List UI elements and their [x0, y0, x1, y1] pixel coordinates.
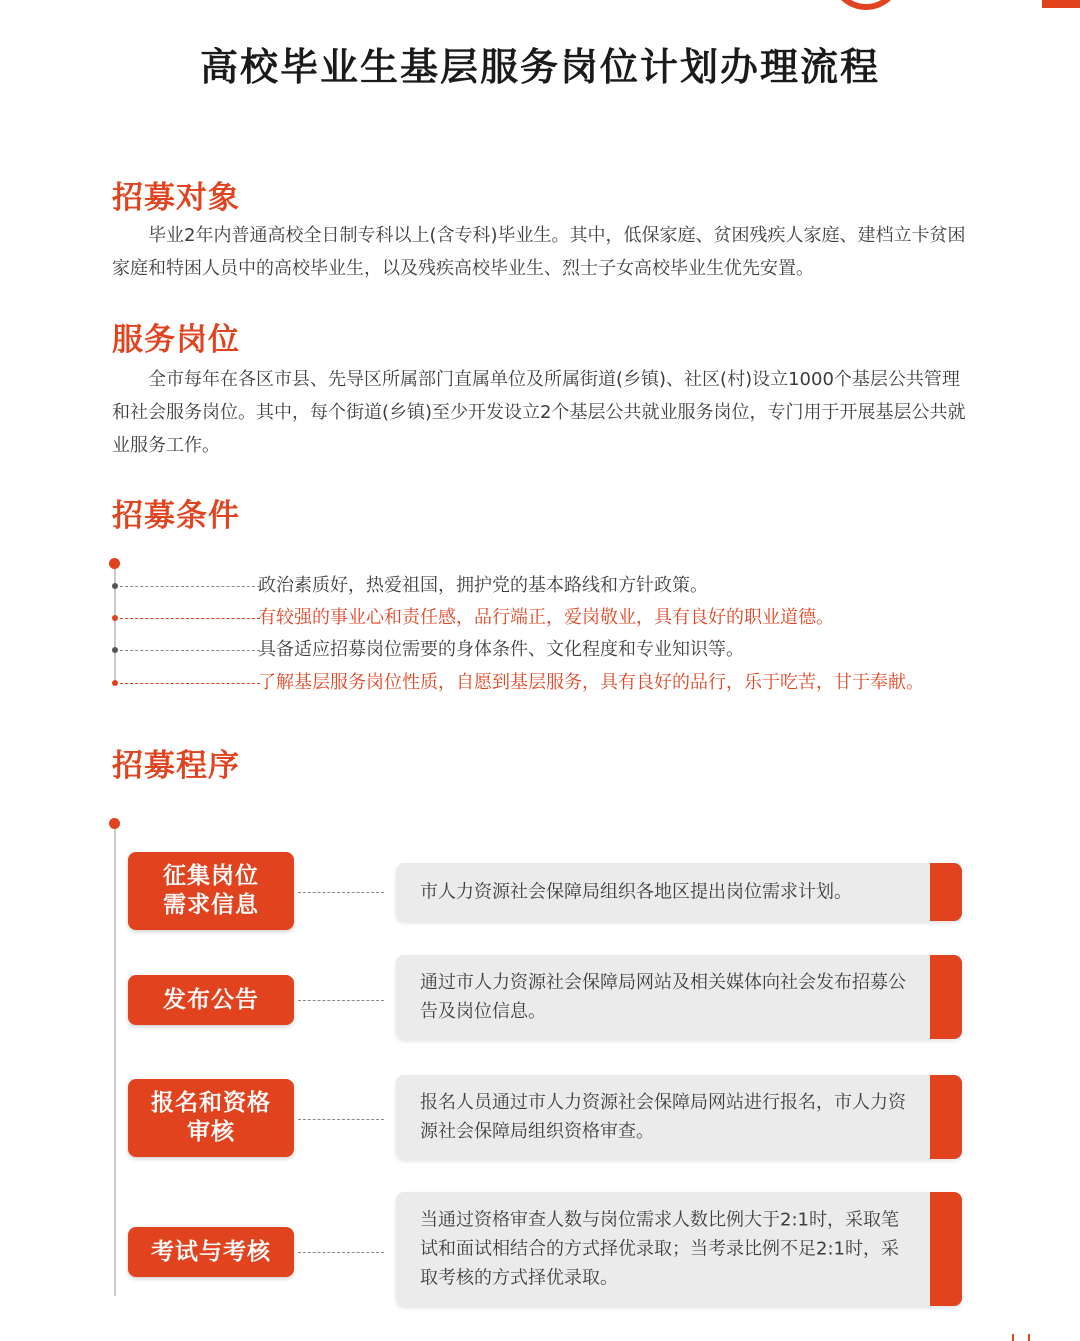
procedure-timeline [114, 826, 116, 1296]
bullet-dot-icon [112, 680, 118, 686]
section-heading-positions: 服务岗位 [112, 322, 240, 358]
box-accent [930, 863, 962, 921]
procedure-timeline-dot [109, 818, 120, 829]
box-accent [930, 1192, 962, 1306]
decorative-mark [1012, 1334, 1030, 1341]
step-label-exam: 考试与考核 [128, 1227, 294, 1277]
dashed-connector [298, 1119, 384, 1120]
bullet-dot-icon [112, 583, 118, 589]
step-description-box [396, 863, 962, 921]
condition-item [110, 638, 1010, 662]
step-description: 市人力资源社会保障局组织各地区提出岗位需求计划。 [420, 881, 852, 903]
section-heading-conditions: 招募条件 [112, 498, 240, 534]
condition-text: 了解基层服务岗位性质，自愿到基层服务，具有良好的品行，乐于吃苦，甘于奉献。 [258, 672, 924, 693]
conditions-timeline-dot [109, 558, 120, 569]
condition-text: 具备适应招募岗位需要的身体条件、文化程度和专业知识等。 [258, 639, 744, 660]
target-paragraph: 毕业2年内普通高校全日制专科以上(含专科)毕业生。其中，低保家庭、贫困残疾人家庭、建档立卡贫困家庭和特困人员中的高校毕业生，以及残疾高校毕业生、烈士子女高校毕业生优先安置。 [112, 225, 966, 279]
dashed-connector [120, 618, 260, 619]
condition-text: 政治素质好，热爱祖国，拥护党的基本路线和方针政策。 [258, 575, 708, 596]
positions-paragraph: 全市每年在各区市县、先导区所属部门直属单位及所属街道(乡镇)、社区(村)设立1000个基层公共管理和社会服务岗位。其中，每个街道(乡镇)至少开发设立2个基层公共就业服务岗位，专门用于开展基层公共就业服务工作。 [112, 369, 966, 456]
dashed-connector [120, 683, 260, 684]
step-description: 当通过资格审查人数与岗位需求人数比例大于2:1时，采取笔试和面试相结合的方式择优录取；当考录比例不足2:1时，采取考核的方式择优录取。 [420, 1209, 899, 1289]
decorative-arc [830, 0, 902, 10]
section-heading-target: 招募对象 [112, 180, 240, 216]
decorative-bar [1042, 0, 1080, 8]
step-description-box [396, 1075, 962, 1159]
condition-item [110, 606, 1010, 630]
section-heading-procedure: 招募程序 [112, 748, 240, 784]
dashed-connector [298, 1252, 384, 1253]
step-label-collect: 征集岗位 需求信息 [128, 852, 294, 930]
box-accent [930, 1075, 962, 1159]
dashed-connector [120, 650, 260, 651]
dashed-connector [120, 586, 260, 587]
dashed-connector [298, 1000, 384, 1001]
dashed-connector [298, 892, 384, 893]
step-description: 报名人员通过市人力资源社会保障局网站进行报名，市人力资源社会保障局组织资格审查。 [420, 1092, 906, 1142]
step-description-box [396, 1192, 962, 1306]
bullet-dot-icon [112, 647, 118, 653]
page-title: 高校毕业生基层服务岗位计划办理流程 [199, 45, 880, 89]
step-label-announce: 发布公告 [128, 975, 294, 1025]
step-description: 通过市人力资源社会保障局网站及相关媒体向社会发布招募公告及岗位信息。 [420, 972, 906, 1022]
step-description-box [396, 955, 962, 1039]
step-label-register-review: 报名和资格 审核 [128, 1079, 294, 1157]
condition-item [110, 574, 1010, 598]
condition-text: 有较强的事业心和责任感，品行端正，爱岗敬业，具有良好的职业道德。 [258, 607, 834, 628]
bullet-dot-icon [112, 615, 118, 621]
condition-item [110, 671, 1010, 695]
box-accent [930, 955, 962, 1039]
